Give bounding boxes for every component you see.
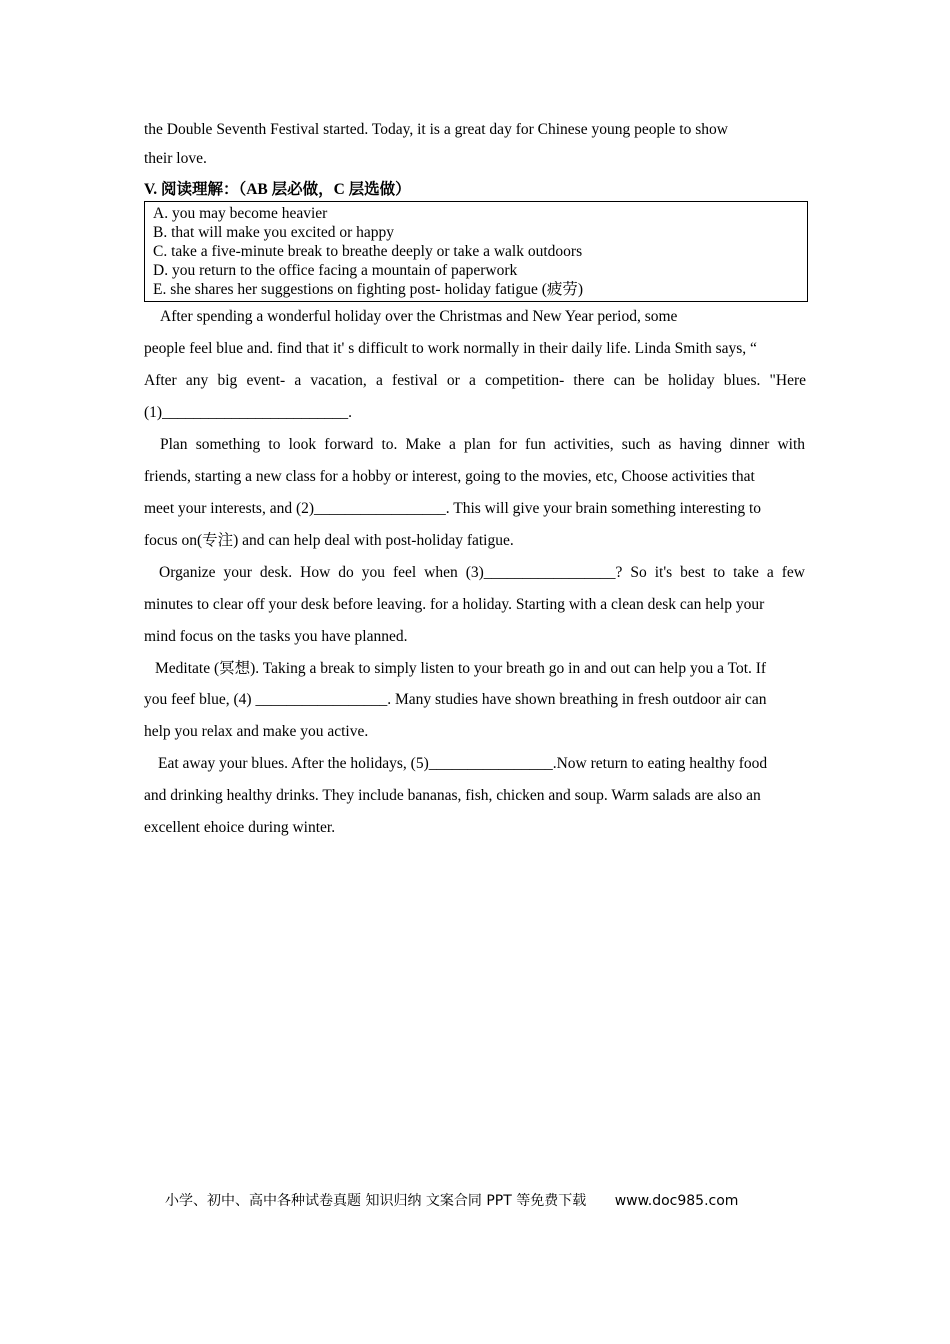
passage-p1-line-4: (1)________________________. [144,404,352,421]
passage-p5-line-2: and drinking healthy drinks. They include bananas, fish, chicken and soup. Warm salads are also an [144,787,761,804]
passage-p1-line-1: After spending a wonderful holiday over the Christmas and New Year period, some [160,308,678,325]
options-box [144,201,808,302]
passage-p4-line-1: Meditate (冥想). Taking a break to simply listen to your breath go in and out can help you a Tot. If [155,660,767,677]
passage-p2-line-2: friends, starting a new class for a hobby or interest, going to the movies, etc, Choose activities that [144,468,755,485]
option-b: B. that will make you excited or happy [153,224,395,241]
section-heading: V. 阅读理解：（AB 层必做，C 层选做） [144,181,411,198]
passage-p3-line-1: Organize your desk. How do you feel when (3)_________________? So it's best to take a few [159,564,805,581]
intro-line-2: their love. [144,150,207,167]
option-a: A. you may become heavier [153,205,328,222]
option-e: E. she shares her suggestions on fighting post- holiday fatigue (疲劳) [153,281,584,298]
footer-text: 小学、初中、高中各种试卷真题 知识归纳 文案合同 PPT 等免费下载 [165,1193,587,1209]
footer-url[interactable]: www.doc985.com [614,1193,739,1209]
page-footer [165,1190,738,1210]
passage-p1-line-2: people feel blue and. find that it' s difficult to work normally in their daily life. Linda Smith says, “ [144,340,757,357]
passage-p3-line-2: minutes to clear off your desk before leaving. for a holiday. Starting with a clean desk can help your [144,596,765,613]
passage-p5-line-1: Eat away your blues. After the holidays, (5)________________.Now return to eating healthy food [158,755,768,772]
intro-line-1: the Double Seventh Festival started. Today, it is a great day for Chinese young people to show [144,121,728,138]
passage-p2-line-1: Plan something to look forward to. Make a plan for fun activities, such as having dinner with [160,436,805,453]
passage-p4-line-3: help you relax and make you active. [144,723,369,740]
passage-p4-line-2: you feef blue, (4) _________________. Many studies have shown breathing in fresh outdoor air can [144,691,767,708]
passage-p2-line-3: meet your interests, and (2)_________________. This will give your brain something interesting to [144,500,762,517]
passage-p1-line-3: After any big event- a vacation, a festival or a competition- there can be holiday blues. "Here [144,372,806,389]
option-d: D. you return to the office facing a mountain of paperwork [153,262,518,279]
passage-p2-line-4: focus on(专注) and can help deal with post-holiday fatigue. [144,532,514,549]
passage-p3-line-3: mind focus on the tasks you have planned. [144,628,408,645]
option-c: C. take a five-minute break to breathe deeply or take a walk outdoors [153,243,583,260]
passage-p5-line-3: excellent ehoice during winter. [144,819,336,836]
